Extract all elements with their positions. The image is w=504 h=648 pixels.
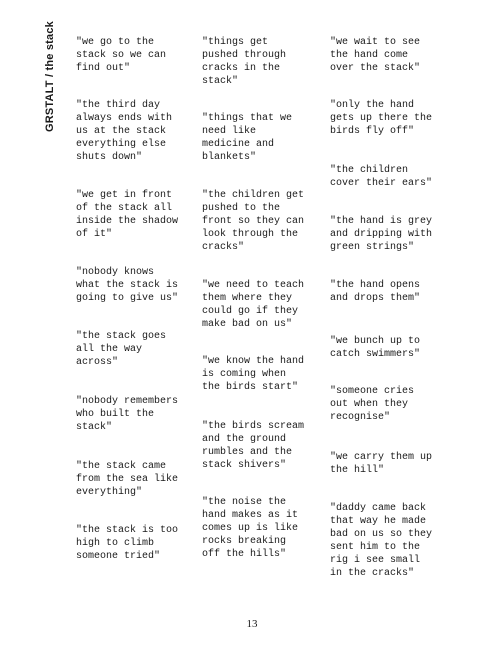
quote: "the stack came from the sea like everything" (76, 461, 179, 498)
quote: "the hand opens and drops them" (330, 280, 421, 304)
quote: "someone cries out when they recognise" (330, 386, 415, 423)
quote: "we get in front of the stack all inside the shadow of it" (76, 190, 179, 240)
quote: "the hand is grey and dripping with green strings" (330, 216, 433, 253)
quote: "we wait to see the hand come over the stack" (330, 37, 421, 74)
quote: "we go to the stack so we can find out" (76, 37, 167, 74)
page-number: 13 (246, 618, 258, 630)
quote: "the children cover their ears" (330, 165, 433, 189)
quote: "things that we need like medicine and blankets" (202, 113, 293, 163)
quote: "we carry them up the hill" (330, 452, 433, 476)
quote: "things get pushed through cracks in the stack" (202, 37, 287, 87)
quote: "the noise the hand makes as it comes up is like rocks breaking off the hills" (202, 497, 299, 560)
running-header: GRSTALT / the stack (44, 21, 56, 132)
quote: "we bunch up to catch swimmers" (330, 336, 421, 360)
quote: "the stack is too high to climb someone tried" (76, 525, 179, 562)
quote: "the birds scream and the ground rumbles and the stack shivers" (202, 421, 305, 471)
quote: "we know the hand is coming when the birds start" (202, 356, 305, 393)
quote: "the children get pushed to the front so they can look through the cracks" (202, 190, 305, 253)
quote: "the stack goes all the way across" (76, 331, 167, 368)
quote: "the third day always ends with us at the stack everything else shuts down" (76, 100, 173, 163)
quote: "nobody knows what the stack is going to give us" (76, 267, 179, 304)
quote: "nobody remembers who built the stack" (76, 396, 179, 433)
quote: "daddy came back that way he made bad on us so they sent him to the rig i see small in the cracks" (330, 503, 433, 579)
quote: "we need to teach them where they could go if they make bad on us" (202, 280, 305, 330)
quote: "only the hand gets up there the birds fly off" (330, 100, 433, 137)
